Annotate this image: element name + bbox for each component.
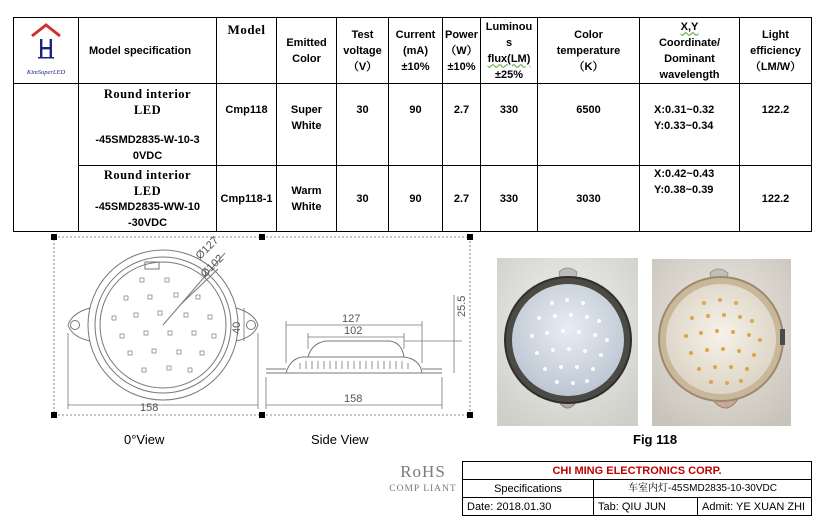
cell-xy <box>640 166 740 232</box>
rohs-subtext: COMP LIANT <box>389 484 457 494</box>
side-view-label: Side View <box>311 432 369 447</box>
side-158-dim: 158 <box>344 393 363 405</box>
rohs-compliant-mark <box>388 462 458 494</box>
header-line: (mA) <box>402 44 429 57</box>
cell-power: 2.7 <box>443 84 481 166</box>
spacer <box>81 118 214 132</box>
side-height-dim: 25.5 <box>456 295 468 317</box>
selection-handle[interactable] <box>51 412 57 418</box>
cell-efficiency: 122.2 <box>740 84 812 166</box>
admit-field: Admit: YE XUAN ZHI <box>698 498 812 516</box>
cell-color <box>277 166 337 232</box>
cell-color <box>277 84 337 166</box>
company-name: CHI MING ELECTRONICS CORP. <box>463 462 812 480</box>
header-line: Color <box>574 28 603 41</box>
header-power <box>443 18 481 84</box>
product-photo-warm <box>652 259 791 426</box>
cell-voltage: 30 <box>337 166 389 232</box>
header-line: （LM/W） <box>749 60 802 73</box>
header-line: （K） <box>573 60 604 73</box>
header-emitted-color <box>277 18 337 84</box>
figure-label: Fig 118 <box>633 432 678 447</box>
front-height-dim: 40 <box>231 321 243 334</box>
led-chips <box>112 278 216 372</box>
header-line: Current <box>395 28 436 41</box>
tab-field: Tab: QIU JUN <box>594 498 698 516</box>
specifications-label: Specifications <box>463 480 594 498</box>
header-line: Luminou <box>485 20 533 33</box>
color-line: Super <box>290 104 323 116</box>
header-line: voltage <box>343 44 382 57</box>
front-width-dim: 158 <box>140 402 159 414</box>
header-current <box>389 18 443 84</box>
logo-caption: KimSuperLED <box>26 68 66 76</box>
front-dimension-lines <box>68 308 258 409</box>
cell-model: Cmp118-1 <box>217 166 277 232</box>
selection-handle[interactable] <box>259 412 265 418</box>
header-line: Light <box>762 28 789 41</box>
cell-current: 90 <box>389 166 443 232</box>
cell-efficiency: 122.2 <box>740 166 812 232</box>
front-inner-diameter: Ø102 <box>198 252 227 281</box>
header-line: Coordinate/ <box>658 36 721 49</box>
spec-line: Round interior <box>103 87 192 101</box>
header-test-voltage <box>337 18 389 84</box>
table-row <box>14 84 812 166</box>
header-luminous-flux <box>481 18 538 84</box>
cell-flux: 330 <box>481 166 538 232</box>
spec-line: Round interior <box>103 167 192 182</box>
header-model: Model <box>217 18 277 84</box>
logo-cell <box>14 18 79 84</box>
spec-line: -45SMD2835-W-10-3 <box>95 134 200 146</box>
x-coordinate: X:0.31~0.32 <box>654 104 715 116</box>
header-line: Test <box>351 28 374 41</box>
y-coordinate: Y:0.38~0.39 <box>654 184 714 196</box>
selection-frame <box>54 234 470 415</box>
cell-voltage: 30 <box>337 84 389 166</box>
rohs-text: RoHS <box>400 462 446 481</box>
header-line: wavelength <box>659 68 720 81</box>
color-line: Warm <box>291 184 322 197</box>
header-line: Color <box>292 52 321 65</box>
cell-cct: 6500 <box>538 84 640 166</box>
title-block <box>462 461 812 516</box>
cell-model-spec <box>79 166 217 232</box>
cell-model-spec <box>79 84 217 166</box>
header-xy-coordinate <box>640 18 740 84</box>
drawing-svg <box>50 233 474 419</box>
table-row <box>14 166 812 232</box>
side-dimension-lines <box>266 295 462 409</box>
header-line: X,Y <box>680 20 699 33</box>
header-line: temperature <box>556 44 621 57</box>
header-model-spec: Model specification <box>79 18 217 84</box>
header-line: （V） <box>347 60 378 73</box>
selection-handle[interactable] <box>467 412 473 418</box>
cell-model: Cmp118 <box>217 84 277 166</box>
specifications-value: 车室内灯-45SMD2835-10-30VDC <box>594 480 812 498</box>
spec-table <box>13 17 812 232</box>
spec-line: LED <box>133 103 162 117</box>
table-header-row <box>14 18 812 84</box>
spec-line: -30VDC <box>127 216 168 229</box>
spec-line: LED <box>133 183 162 198</box>
cell-power: 2.7 <box>443 166 481 232</box>
cell-flux: 330 <box>481 84 538 166</box>
header-line: flux(LM) <box>487 52 531 65</box>
product-photo-white <box>497 258 638 426</box>
header-line: Emitted <box>286 36 327 49</box>
header-line: ±25% <box>494 68 524 81</box>
header-line: ±10% <box>447 60 476 73</box>
header-line: ±10% <box>401 60 430 73</box>
header-line: Power <box>445 28 479 41</box>
header-light-efficiency <box>740 18 812 84</box>
color-line: White <box>291 120 322 132</box>
header-color-temperature <box>538 18 640 84</box>
selection-handle[interactable] <box>51 234 57 240</box>
logo-blank-cell <box>14 84 79 166</box>
logo-blank-cell <box>14 166 79 232</box>
selection-handle[interactable] <box>467 234 473 240</box>
color-line: White <box>291 200 322 213</box>
side-view-drawing <box>266 341 442 373</box>
selection-handle[interactable] <box>259 234 265 240</box>
x-coordinate: X:0.42~0.43 <box>654 168 715 180</box>
cell-cct: 3030 <box>538 166 640 232</box>
cell-current: 90 <box>389 84 443 166</box>
technical-drawing <box>50 233 474 419</box>
front-view-label: 0°View <box>124 432 165 447</box>
date-field: Date: 2018.01.30 <box>463 498 594 516</box>
y-coordinate: Y:0.33~0.34 <box>654 120 714 132</box>
header-line: Dominant <box>664 52 715 65</box>
header-line: （W） <box>445 44 478 57</box>
side-127-dim: 127 <box>342 313 361 325</box>
spec-line: 0VDC <box>132 150 163 162</box>
spec-line: -45SMD2835-WW-10 <box>95 200 200 213</box>
cell-xy <box>640 84 740 166</box>
header-line: efficiency <box>750 44 801 57</box>
front-outer-diameter: Ø127 <box>193 234 222 263</box>
header-line: s <box>505 36 513 49</box>
front-view-drawing <box>68 250 258 400</box>
side-102-dim: 102 <box>344 325 363 337</box>
kimsuperled-logo-icon <box>29 21 63 61</box>
